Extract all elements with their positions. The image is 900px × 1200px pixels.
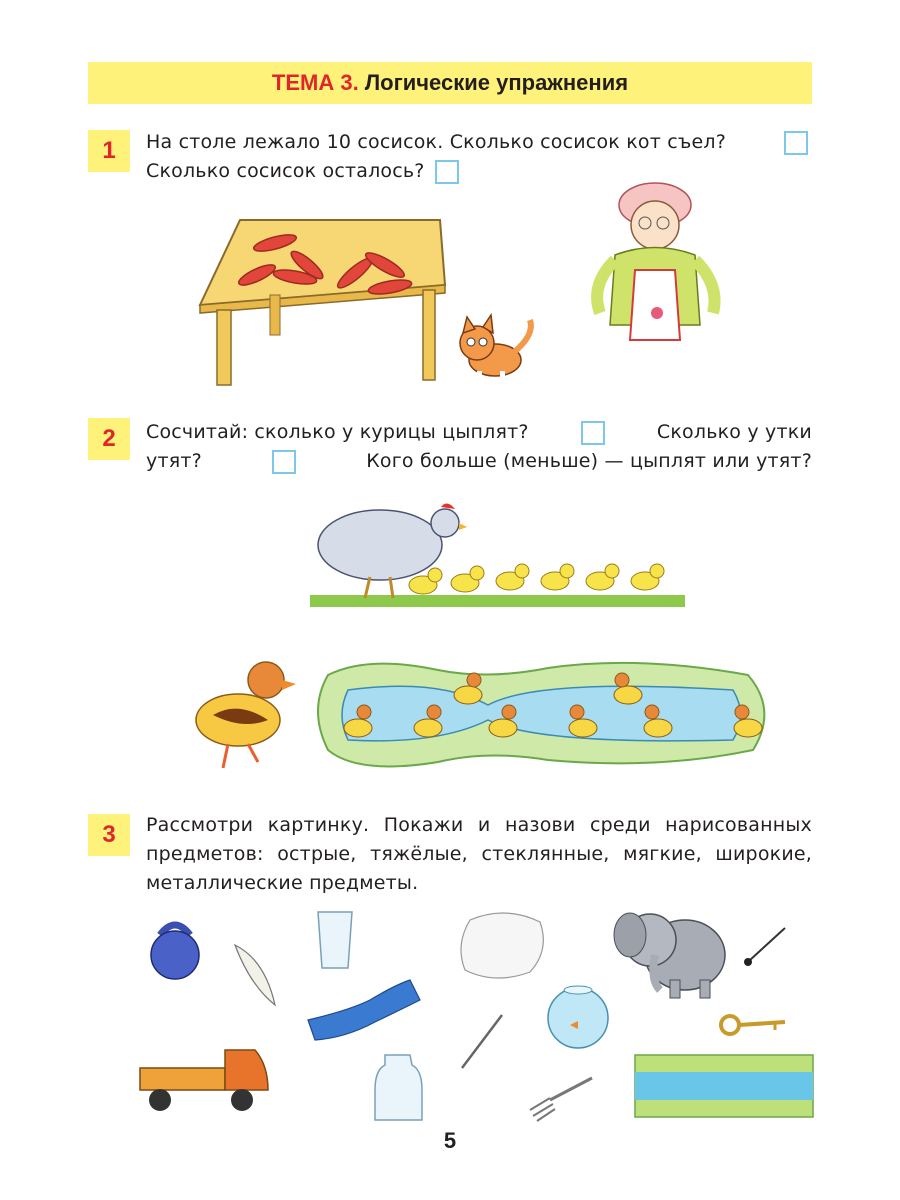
grandmother-illustration (597, 183, 714, 340)
cat-illustration (460, 315, 531, 385)
elephant-icon (614, 913, 725, 998)
fishbowl-icon (548, 986, 608, 1048)
task-1-line-1: На столе лежало 10 сосисок. Сколько сосисок кот съел? (146, 131, 726, 153)
answer-box-eaten[interactable] (784, 131, 808, 155)
task-2-line-1b: Сколько у утки (656, 421, 812, 443)
fork-icon (530, 1078, 592, 1121)
needle-icon (462, 1015, 502, 1068)
truck-icon (140, 1050, 268, 1111)
river-icon (635, 1055, 813, 1117)
answer-box-ducklings[interactable] (272, 450, 296, 474)
duck-ducklings-illustration (188, 650, 788, 780)
ribbon-icon (308, 980, 420, 1040)
task-2-line-1a: Сосчитай: сколько у курицы цыплят? (146, 421, 529, 443)
task-3-text: Рассмотри картинку. Покажи и назови среди нарисованных предметов: острые, тяжёлые, стеклянные, мягкие, широкие, металлические предметы. (146, 814, 812, 894)
jar-icon (375, 1055, 422, 1120)
objects-illustration (130, 900, 820, 1125)
answer-box-chicks[interactable] (581, 421, 605, 445)
feather-icon (235, 945, 275, 1005)
task-number-2: 2 (88, 418, 130, 460)
topic-label: ТЕМА 3. (271, 70, 359, 95)
topic-header (88, 62, 812, 104)
task-number-3: 3 (88, 814, 130, 856)
task-2-line-2b: Кого больше (меньше) — цыплят или утят? (366, 450, 812, 472)
kettlebell-icon (151, 925, 199, 979)
task-2-text (146, 418, 812, 476)
table-sausages-illustration (195, 175, 735, 400)
hen-chicks-illustration (305, 495, 690, 615)
pillow-icon (461, 913, 543, 978)
task-number-1: 1 (88, 130, 130, 172)
glass-icon (318, 912, 352, 968)
task-1-line-2: Сколько сосисок осталось? (146, 160, 425, 182)
topic-title: Логические упражнения (364, 70, 629, 95)
page-number: 5 (443, 1128, 457, 1153)
pin-icon (744, 928, 785, 966)
task-2-line-2a: утят? (146, 450, 202, 472)
key-icon (721, 1016, 785, 1034)
